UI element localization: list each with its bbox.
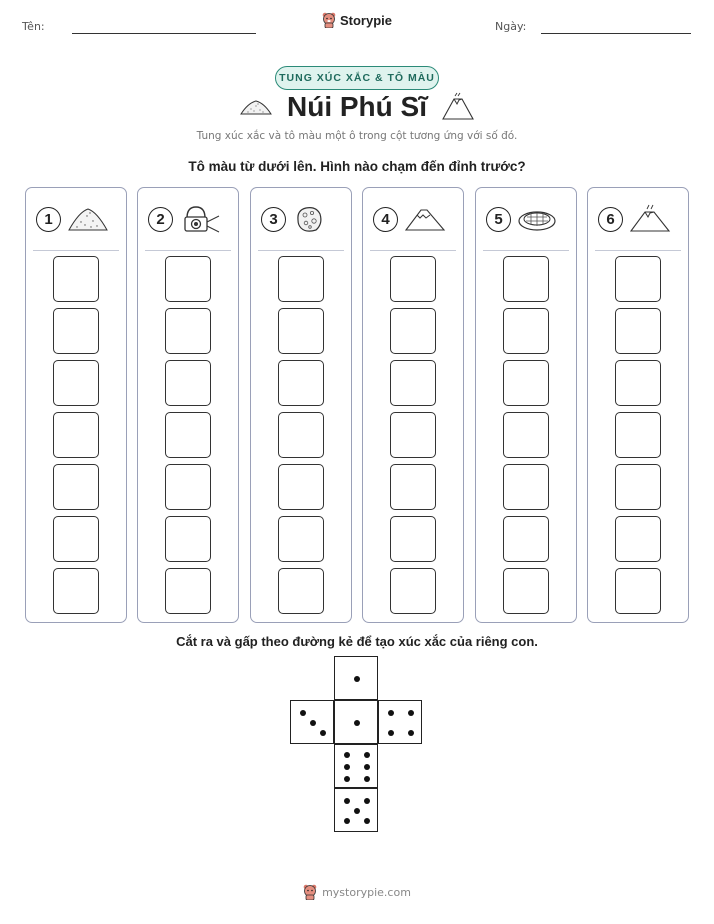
color-cell[interactable] xyxy=(53,464,99,510)
color-cell[interactable] xyxy=(390,308,436,354)
column-4 xyxy=(362,187,464,623)
color-cell[interactable] xyxy=(503,412,549,458)
column-1 xyxy=(25,187,127,623)
dice-face-5 xyxy=(334,788,378,832)
color-cell[interactable] xyxy=(503,308,549,354)
color-cell[interactable] xyxy=(615,568,661,614)
dice-pip xyxy=(344,818,350,824)
dice-pip xyxy=(354,676,360,682)
dice-pip xyxy=(388,730,394,736)
subtitle: Tung xúc xắc và tô màu một ô trong cột tương ứng với số đó. xyxy=(196,130,518,142)
date-label: Ngày: xyxy=(495,20,527,33)
color-cell[interactable] xyxy=(165,464,211,510)
color-cell[interactable] xyxy=(278,464,324,510)
date-field[interactable] xyxy=(541,33,691,34)
dice-pip xyxy=(364,798,370,804)
color-cell[interactable] xyxy=(165,360,211,406)
bear-mascot-icon xyxy=(322,12,336,28)
dice-pip xyxy=(364,752,370,758)
name-label: Tên: xyxy=(22,20,45,33)
sandal-icon xyxy=(517,204,559,234)
color-cell[interactable] xyxy=(165,412,211,458)
column-divider xyxy=(370,250,456,251)
color-cell[interactable] xyxy=(53,308,99,354)
color-cell[interactable] xyxy=(165,568,211,614)
dice-face-1 xyxy=(334,656,378,700)
dice-pip xyxy=(300,710,306,716)
footer-url: mystorypie.com xyxy=(322,885,411,899)
color-cell[interactable] xyxy=(390,256,436,302)
brand-logo xyxy=(0,12,714,28)
column-number: 4 xyxy=(373,207,398,232)
dice-pip xyxy=(364,776,370,782)
color-cell[interactable] xyxy=(615,308,661,354)
column-divider xyxy=(483,250,569,251)
color-cell[interactable] xyxy=(615,360,661,406)
dice-pip xyxy=(320,730,326,736)
dice-pip xyxy=(364,764,370,770)
dice-face-1 xyxy=(334,700,378,744)
color-cell[interactable] xyxy=(53,412,99,458)
color-cell[interactable] xyxy=(390,360,436,406)
snowy-mountain-icon xyxy=(404,204,446,234)
dice-pip xyxy=(344,776,350,782)
color-cell[interactable] xyxy=(503,256,549,302)
dice-pip xyxy=(408,730,414,736)
dice-pip xyxy=(364,818,370,824)
activity-badge: TUNG XÚC XẮC & TÔ MÀU xyxy=(275,66,439,90)
color-cell[interactable] xyxy=(165,256,211,302)
dice-face-3 xyxy=(290,700,334,744)
column-number: 3 xyxy=(261,207,286,232)
column-number: 1 xyxy=(36,207,61,232)
color-cell[interactable] xyxy=(278,308,324,354)
color-cell[interactable] xyxy=(53,360,99,406)
color-cell[interactable] xyxy=(503,516,549,562)
dice-pip xyxy=(354,808,360,814)
page-title: Núi Phú Sĩ xyxy=(287,91,427,122)
dice-pip xyxy=(310,720,316,726)
brand-name: Storypie xyxy=(339,12,392,28)
color-cell[interactable] xyxy=(503,360,549,406)
column-6 xyxy=(587,187,689,623)
color-cell[interactable] xyxy=(53,568,99,614)
color-cell[interactable] xyxy=(278,516,324,562)
camera-icon xyxy=(179,204,221,234)
color-cell[interactable] xyxy=(615,256,661,302)
color-cell[interactable] xyxy=(615,412,661,458)
dice-pip xyxy=(344,752,350,758)
column-2 xyxy=(137,187,239,623)
column-number: 6 xyxy=(598,207,623,232)
color-cell[interactable] xyxy=(278,412,324,458)
color-cell[interactable] xyxy=(390,568,436,614)
dice-pip xyxy=(388,710,394,716)
color-cell[interactable] xyxy=(390,464,436,510)
cut-instruction: Cắt ra và gấp theo đường kẻ để tạo xúc xắc của riêng con. xyxy=(176,634,538,649)
dice-face-6 xyxy=(334,744,378,788)
color-cell[interactable] xyxy=(278,568,324,614)
volcano-icon xyxy=(441,92,475,122)
color-cell[interactable] xyxy=(390,516,436,562)
sand-pile-icon xyxy=(67,204,109,234)
color-cell[interactable] xyxy=(278,256,324,302)
color-cell[interactable] xyxy=(53,516,99,562)
column-3 xyxy=(250,187,352,623)
color-cell[interactable] xyxy=(615,516,661,562)
rock-icon xyxy=(292,204,334,234)
color-cell[interactable] xyxy=(503,464,549,510)
column-divider xyxy=(595,250,681,251)
dice-pip xyxy=(408,710,414,716)
color-cell[interactable] xyxy=(390,412,436,458)
color-cell[interactable] xyxy=(503,568,549,614)
color-cell[interactable] xyxy=(278,360,324,406)
name-field[interactable] xyxy=(72,33,256,34)
volcano-icon xyxy=(629,204,671,234)
column-5 xyxy=(475,187,577,623)
dice-pip xyxy=(344,798,350,804)
color-cell[interactable] xyxy=(165,308,211,354)
sand-pile-icon xyxy=(239,97,273,117)
dice-face-4 xyxy=(378,700,422,744)
column-divider xyxy=(33,250,119,251)
dice-pip xyxy=(344,764,350,770)
bear-mascot-icon xyxy=(303,884,317,900)
color-cell[interactable] xyxy=(165,516,211,562)
column-divider xyxy=(145,250,231,251)
color-cell[interactable] xyxy=(53,256,99,302)
instruction-text: Tô màu từ dưới lên. Hình nào chạm đến đỉnh trước? xyxy=(188,159,526,174)
column-number: 2 xyxy=(148,207,173,232)
color-cell[interactable] xyxy=(615,464,661,510)
dice-pip xyxy=(354,720,360,726)
column-number: 5 xyxy=(486,207,511,232)
column-divider xyxy=(258,250,344,251)
